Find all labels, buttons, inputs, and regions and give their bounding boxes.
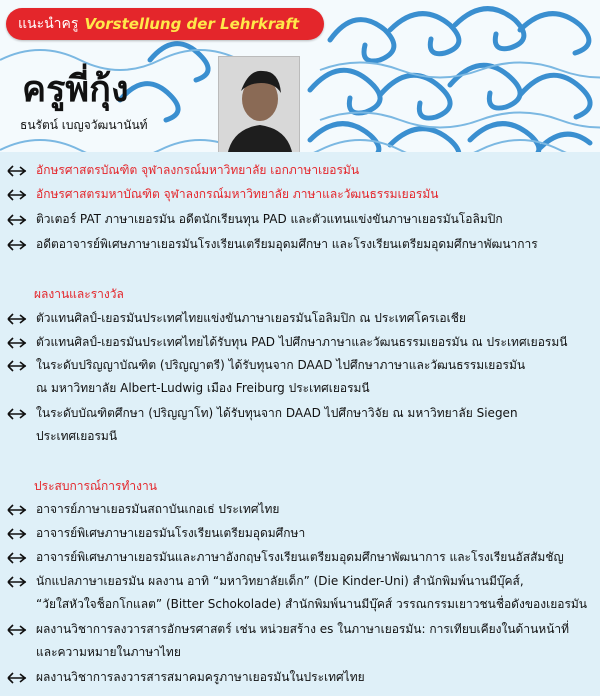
awards-heading: ผลงานและรางวัล [34, 287, 124, 301]
teacher-nickname: ครูพี่กุ้ง [22, 69, 129, 110]
title-thai: แนะนำครู [18, 16, 79, 32]
teacher-photo [218, 56, 300, 156]
arrow-icon [6, 213, 28, 227]
award-text: ตัวแทนศิลป์-เยอรมันประเทศไทยได้รับทุน PAD ไปศึกษาภาษาและวัฒนธรรมเยอรมัน ณ ประเทศเยอรมนี [36, 335, 568, 349]
profile-content [0, 152, 600, 696]
experience-text: ผลงานวิชาการลงวารสารสมาคมครูภาษาเยอรมันในประเทศไทย [36, 670, 365, 684]
education-text: ติวเตอร์ PAT ภาษาเยอรมัน อดีตนักเรียนทุน PAD และตัวแทนแข่งขันภาษาเยอรมันโอลิมปิก [36, 212, 503, 226]
experience-text: อาจารย์พิเศษภาษาเยอรมันและภาษาอังกฤษโรงเรียนเตรียมอุดมศึกษาพัฒนาการ และโรงเรียนอัสสัมชัญ [36, 550, 564, 564]
award-text: ในระดับปริญญาบัณฑิต (ปริญญาตรี) ได้รับทุนจาก DAAD ไปศึกษาภาษาและวัฒนธรรมเยอรมัน [36, 358, 526, 372]
arrow-icon [6, 407, 28, 421]
arrow-icon [6, 188, 28, 202]
arrow-icon [6, 671, 28, 685]
arrow-icon [6, 527, 28, 541]
award-text-continued: ประเทศเยอรมนี [36, 429, 118, 443]
arrow-icon [6, 575, 28, 589]
education-text: อดีตอาจารย์พิเศษภาษาเยอรมันโรงเรียนเตรียมอุดมศึกษา และโรงเรียนเตรียมอุดมศึกษาพัฒนาการ [36, 237, 538, 251]
arrow-icon [6, 238, 28, 252]
education-text: อักษรศาสตรบัณฑิต จุฬาลงกรณ์มหาวิทยาลัย เอกภาษาเยอรมัน [36, 163, 360, 177]
title-german: Vorstellung der Lehrkraft [84, 15, 300, 33]
experience-heading: ประสบการณ์การทำงาน [34, 479, 157, 493]
experience-text: นักแปลภาษาเยอรมัน ผลงาน อาทิ “มหาวิทยาลัยเด็ก” (Die Kinder-Uni) สำนักพิมพ์นานมีบุ๊คส์, [36, 574, 524, 588]
arrow-icon [6, 551, 28, 565]
arrow-icon [6, 336, 28, 350]
experience-text: อาจารย์ภาษาเยอรมันสถาบันเกอเธ่ ประเทศไทย [36, 502, 280, 516]
education-text: อักษรศาสตรมหาบัณฑิต จุฬาลงกรณ์มหาวิทยาลัย ภาษาและวัฒนธรรมเยอรมัน [36, 187, 439, 201]
award-text-continued: ณ มหาวิทยาลัย Albert-Ludwig เมือง Freiburg ประเทศเยอรมนี [36, 381, 370, 395]
arrow-icon [6, 164, 28, 178]
experience-text-continued: “วัยใสหัวใจช็อกโกแลต” (Bitter Schokolade) สำนักพิมพ์นานมีบุ๊คส์ วรรณกรรมเยาวชนชื่อดังของเยอรมัน [36, 597, 588, 611]
arrow-icon [6, 503, 28, 517]
experience-text: อาจารย์พิเศษภาษาเยอรมันโรงเรียนเตรียมอุดมศึกษา [36, 526, 306, 540]
award-text: ตัวแทนศิลป์-เยอรมันประเทศไทยแข่งขันภาษาเยอรมันโอลิมปิก ณ ประเทศโครเอเชีย [36, 311, 466, 325]
teacher-full-name: ธนรัตน์ เบญจวัฒนานันท์ [20, 118, 148, 132]
title-banner [6, 8, 324, 40]
experience-text-continued: และความหมายในภาษาไทย [36, 645, 181, 659]
arrow-icon [6, 359, 28, 373]
award-text: ในระดับบัณฑิตศึกษา (ปริญญาโท) ได้รับทุนจาก DAAD ไปศึกษาวิจัย ณ มหาวิทยาลัย Siegen [36, 406, 518, 420]
arrow-icon [6, 623, 28, 637]
arrow-icon [6, 312, 28, 326]
experience-text: ผลงานวิชาการลงวารสารอักษรศาสตร์ เช่น หน่วยสร้าง es ในภาษาเยอรมัน: การเทียบเคียงในด้านหน้าที่ [36, 622, 570, 636]
